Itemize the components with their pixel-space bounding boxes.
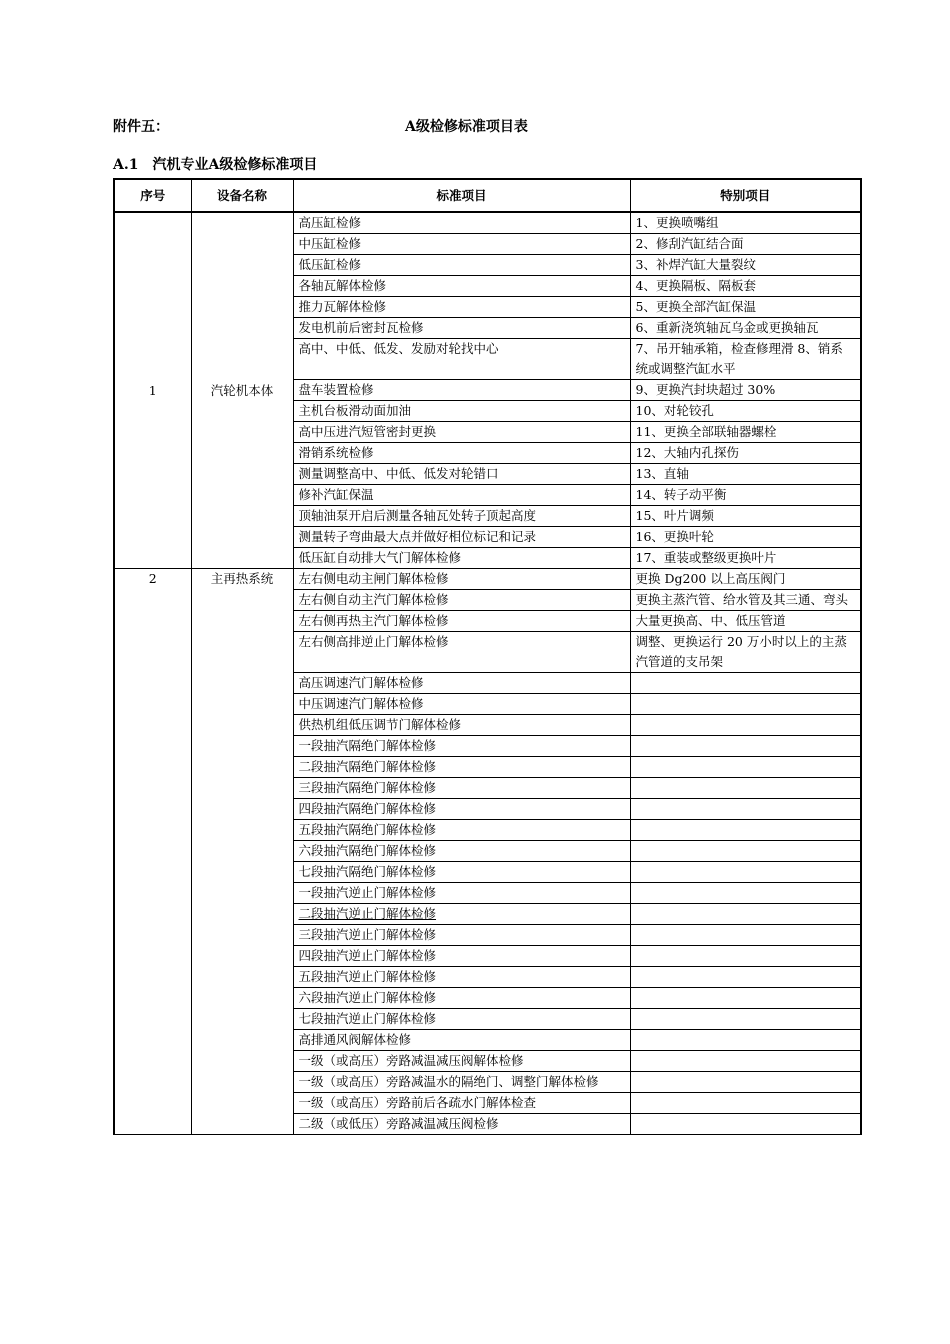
special-item	[630, 757, 861, 778]
standard-item: 发电机前后密封瓦检修	[293, 318, 630, 339]
standard-item: 二段抽汽隔绝门解体检修	[293, 757, 630, 778]
special-item	[630, 673, 861, 694]
special-item	[630, 988, 861, 1009]
special-item	[630, 715, 861, 736]
standard-item: 左右侧再热主汽门解体检修	[293, 611, 630, 632]
special-item: 4、更换隔板、隔板套	[630, 276, 861, 297]
special-item: 15、叶片调频	[630, 506, 861, 527]
special-item	[630, 1093, 861, 1114]
standard-item: 二级（或低压）旁路减温减压阀检修	[293, 1114, 630, 1135]
standard-item: 一级（或高压）旁路减温减压阀解体检修	[293, 1051, 630, 1072]
standard-item: 左右侧高排逆止门解体检修	[293, 632, 630, 673]
special-item: 12、大轴内孔探伤	[630, 443, 861, 464]
special-item	[630, 1072, 861, 1093]
standard-item: 六段抽汽逆止门解体检修	[293, 988, 630, 1009]
section-heading: A.1 汽机专业A级检修标准项目	[113, 157, 318, 173]
row-number: 1	[114, 212, 191, 569]
col-header-no: 序号	[114, 179, 191, 212]
special-item: 更换 Dg200 以上高压阀门	[630, 569, 861, 590]
standard-item: 测量调整高中、中低、低发对轮错口	[293, 464, 630, 485]
row-number: 2	[114, 569, 191, 1135]
special-item: 16、更换叶轮	[630, 527, 861, 548]
special-item: 大量更换高、中、低压管道	[630, 611, 861, 632]
standard-item: 一级（或高压）旁路减温水的隔绝门、调整门解体检修	[293, 1072, 630, 1093]
special-item: 调整、更换运行 20 万小时以上的主蒸汽管道的支吊架	[630, 632, 861, 673]
standard-item: 左右侧自动主汽门解体检修	[293, 590, 630, 611]
special-item	[630, 778, 861, 799]
standard-item: 五段抽汽隔绝门解体检修	[293, 820, 630, 841]
col-header-special: 特别项目	[630, 179, 861, 212]
standard-item: 盘车装置检修	[293, 380, 630, 401]
special-item	[630, 1009, 861, 1030]
special-item	[630, 1051, 861, 1072]
standard-item: 四段抽汽隔绝门解体检修	[293, 799, 630, 820]
special-item: 13、直轴	[630, 464, 861, 485]
special-item: 9、更换汽封块超过 30%	[630, 380, 861, 401]
standard-item: 三段抽汽逆止门解体检修	[293, 925, 630, 946]
standard-item: 滑销系统检修	[293, 443, 630, 464]
special-item	[630, 820, 861, 841]
standard-item: 左右侧电动主闸门解体检修	[293, 569, 630, 590]
special-item	[630, 1030, 861, 1051]
standard-item: 一级（或高压）旁路前后各疏水门解体检查	[293, 1093, 630, 1114]
table-header-row	[114, 179, 861, 212]
device-name: 汽轮机本体	[191, 212, 293, 569]
special-item: 10、对轮铰孔	[630, 401, 861, 422]
standard-item: 高压缸检修	[293, 212, 630, 234]
special-item: 5、更换全部汽缸保温	[630, 297, 861, 318]
standard-item: 一段抽汽逆止门解体检修	[293, 883, 630, 904]
special-item: 3、补焊汽缸大量裂纹	[630, 255, 861, 276]
special-item	[630, 799, 861, 820]
special-item: 1、更换喷嘴组	[630, 212, 861, 234]
page-title: A级检修标准项目表	[405, 119, 528, 135]
standard-item: 三段抽汽隔绝门解体检修	[293, 778, 630, 799]
special-item	[630, 1114, 861, 1135]
standard-item: 高中、中低、低发、发励对轮找中心	[293, 339, 630, 380]
special-item: 11、更换全部联轴器螺栓	[630, 422, 861, 443]
standard-item: 主机台板滑动面加油	[293, 401, 630, 422]
special-item: 2、修刮汽缸结合面	[630, 234, 861, 255]
special-item: 17、重装或整级更换叶片	[630, 548, 861, 569]
standard-items-table	[113, 178, 862, 1135]
standard-item: 低压缸自动排大气门解体检修	[293, 548, 630, 569]
special-item	[630, 967, 861, 988]
special-item: 14、转子动平衡	[630, 485, 861, 506]
standard-item: 顶轴油泵开启后测量各轴瓦处转子顶起高度	[293, 506, 630, 527]
table-row	[114, 569, 861, 590]
standard-item: 二段抽汽逆止门解体检修	[293, 904, 630, 925]
special-item	[630, 883, 861, 904]
special-item	[630, 736, 861, 757]
standard-item: 供热机组低压调节门解体检修	[293, 715, 630, 736]
device-name: 主再热系统	[191, 569, 293, 1135]
special-item: 7、吊开轴承箱，检查修理滑 8、销系统或调整汽缸水平	[630, 339, 861, 380]
standard-item: 七段抽汽逆止门解体检修	[293, 1009, 630, 1030]
special-item: 更换主蒸汽管、给水管及其三通、弯头	[630, 590, 861, 611]
standard-item: 低压缸检修	[293, 255, 630, 276]
standard-item: 四段抽汽逆止门解体检修	[293, 946, 630, 967]
standard-item: 各轴瓦解体检修	[293, 276, 630, 297]
standard-item: 一段抽汽隔绝门解体检修	[293, 736, 630, 757]
standard-item: 中压调速汽门解体检修	[293, 694, 630, 715]
special-item	[630, 925, 861, 946]
standard-item: 推力瓦解体检修	[293, 297, 630, 318]
standard-item: 测量转子弯曲最大点并做好相位标记和记录	[293, 527, 630, 548]
special-item: 6、重新浇筑轴瓦乌金或更换轴瓦	[630, 318, 861, 339]
attachment-label: 附件五：	[113, 119, 169, 135]
special-item	[630, 841, 861, 862]
table-row	[114, 212, 861, 234]
standard-item: 高中压进汽短管密封更换	[293, 422, 630, 443]
standard-item: 七段抽汽隔绝门解体检修	[293, 862, 630, 883]
special-item	[630, 694, 861, 715]
special-item	[630, 946, 861, 967]
standard-item: 高排通风阀解体检修	[293, 1030, 630, 1051]
col-header-device: 设备名称	[191, 179, 293, 212]
special-item	[630, 862, 861, 883]
standard-item: 六段抽汽隔绝门解体检修	[293, 841, 630, 862]
standard-item: 五段抽汽逆止门解体检修	[293, 967, 630, 988]
col-header-standard: 标准项目	[293, 179, 630, 212]
special-item	[630, 904, 861, 925]
standard-item: 修补汽缸保温	[293, 485, 630, 506]
standard-item: 中压缸检修	[293, 234, 630, 255]
standard-item: 高压调速汽门解体检修	[293, 673, 630, 694]
